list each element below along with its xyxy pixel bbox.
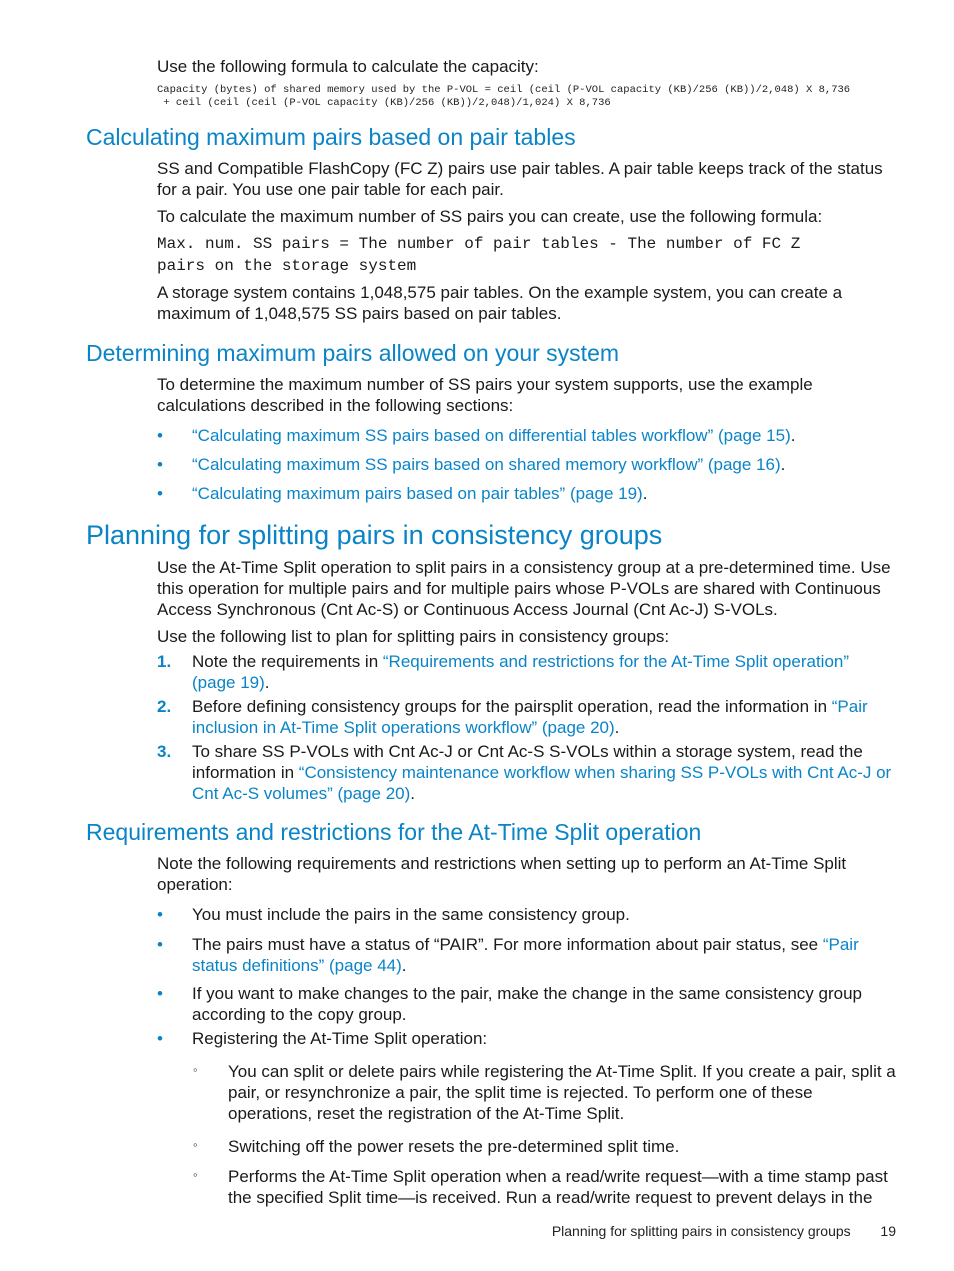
- paragraph: Use the At-Time Split operation to split pairs in a consistency group at a pre-determined time. Use this operation for multiple pairs and for multiple pairs whose P-VOLs are shared with Continuous Access Synchronous (Cnt Ac-S) or Continuous Access Journal (Cnt Ac-J) S-VOLs.: [157, 558, 891, 619]
- sub-list-item: ◦ Switching off the power resets the pre-determined split time.: [193, 1136, 898, 1157]
- cross-reference-link[interactable]: “Calculating maximum pairs based on pair tables” (page 19): [192, 484, 643, 503]
- list-item: • “Calculating maximum pairs based on pair tables” (page 19).: [157, 484, 648, 503]
- list-item: • “Calculating maximum SS pairs based on differential tables workflow” (page 15).: [157, 426, 796, 445]
- list-item: • If you want to make changes to the pair, make the change in the same consistency group according to the copy group.: [157, 984, 863, 1024]
- code-line: Max. num. SS pairs = The number of pair tables - The number of FC Z: [157, 235, 801, 253]
- code-block: [157, 233, 897, 277]
- section-heading-max-pairs: Determining maximum pairs allowed on your system: [86, 340, 620, 366]
- bullet-icon: •: [157, 905, 163, 924]
- bullet-icon: •: [157, 426, 163, 445]
- paragraph: A storage system contains 1,048,575 pair tables. On the example system, you can create a maximum of 1,048,575 SS pairs based on pair tables.: [157, 283, 843, 323]
- list-item: • Registering the At-Time Split operation:: [157, 1029, 488, 1048]
- footer-title: Planning for splitting pairs in consistency groups: [551, 1223, 851, 1239]
- formula-line-2: + ceil (ceil (ceil (P-VOL capacity (KB)/256 (KB))/2,048)/1,024) X 8,736: [157, 97, 611, 109]
- paragraph: SS and Compatible FlashCopy (FC Z) pairs use pair tables. A pair table keeps track of the status for a pair. You use one pair table for each pair.: [157, 159, 883, 199]
- sub-list-item: ◦ You can split or delete pairs while registering the At-Time Split. If you create a pair, split a pair, or resynchronize a pair, the split time is rejected. To perform one of these operations, reset the registration of the At-Time Split.: [193, 1061, 898, 1124]
- cross-reference-link[interactable]: “Pair status definitions” (page 44): [192, 935, 859, 975]
- page-number: 19: [880, 1223, 896, 1239]
- bullet-icon: •: [157, 935, 163, 954]
- list-item: • You must include the pairs in the same consistency group.: [157, 905, 630, 924]
- step-number: 1.: [157, 652, 172, 671]
- paragraph: Use the following list to plan for splitting pairs in consistency groups:: [157, 627, 670, 646]
- circle-bullet-icon: ◦: [193, 1137, 198, 1152]
- cross-reference-link[interactable]: “Calculating maximum SS pairs based on shared memory workflow” (page 16): [192, 455, 781, 474]
- section-heading-requirements: Requirements and restrictions for the At-Time Split operation: [86, 819, 702, 845]
- section-heading-pair-tables: Calculating maximum pairs based on pair tables: [86, 124, 576, 150]
- bullet-icon: •: [157, 984, 163, 1003]
- circle-bullet-icon: ◦: [193, 1062, 198, 1077]
- circle-bullet-icon: ◦: [193, 1167, 198, 1182]
- bullet-icon: •: [157, 455, 163, 474]
- cross-reference-link[interactable]: “Calculating maximum SS pairs based on differential tables workflow” (page 15): [192, 426, 791, 445]
- sub-list-item: ◦ Performs the At-Time Split operation when a read/write request—with a time stamp past the specified Split time—is received. Run a read/write request to prevent delays in the: [193, 1166, 898, 1208]
- cross-reference-link[interactable]: “Pair inclusion in At-Time Split operations workflow” (page 20): [192, 697, 868, 737]
- step-number: 2.: [157, 697, 172, 716]
- paragraph: Note the following requirements and restrictions when setting up to perform an At-Time Split operation:: [157, 854, 847, 894]
- numbered-step: 3. To share SS P-VOLs with Cnt Ac-J or Cnt Ac-S S-VOLs within a storage system, read the information in “Consistency maintenance workflow when sharing SS P-VOLs with Cnt Ac-J or Cnt Ac-S volumes” (page 20).: [157, 742, 892, 803]
- code-line: pairs on the storage system: [157, 257, 417, 275]
- cross-reference-link[interactable]: “Consistency maintenance workflow when sharing SS P-VOLs with Cnt Ac-J or Cnt Ac-S volumes” (page 20): [192, 763, 892, 803]
- paragraph: To calculate the maximum number of SS pairs you can create, use the following formula:: [157, 207, 823, 226]
- bullet-icon: •: [157, 484, 163, 503]
- paragraph: To determine the maximum number of SS pairs your system supports, use the example calculations described in the following sections:: [157, 375, 813, 415]
- intro-text: Use the following formula to calculate the capacity:: [157, 57, 539, 76]
- bullet-icon: •: [157, 1029, 163, 1048]
- formula-line-1: Capacity (bytes) of shared memory used by the P-VOL = ceil (ceil (P-VOL capacity (KB)/256 (KB))/2,048) X 8,736: [157, 84, 851, 96]
- step-number: 3.: [157, 742, 172, 761]
- list-item: • The pairs must have a status of “PAIR”. For more information about pair status, see “Pair status definitions” (page 44).: [157, 935, 859, 975]
- numbered-step: 2. Before defining consistency groups for the pairsplit operation, read the information in “Pair inclusion in At-Time Split operations workflow” (page 20).: [157, 697, 868, 737]
- numbered-step: 1. Note the requirements in “Requirements and restrictions for the At-Time Split operation” (page 19).: [157, 652, 850, 692]
- list-item: • “Calculating maximum SS pairs based on shared memory workflow” (page 16).: [157, 455, 786, 474]
- section-heading-planning: Planning for splitting pairs in consistency groups: [86, 520, 663, 550]
- page-footer: [552, 1222, 896, 1240]
- cross-reference-link[interactable]: “Requirements and restrictions for the At-Time Split operation” (page 19): [192, 652, 850, 692]
